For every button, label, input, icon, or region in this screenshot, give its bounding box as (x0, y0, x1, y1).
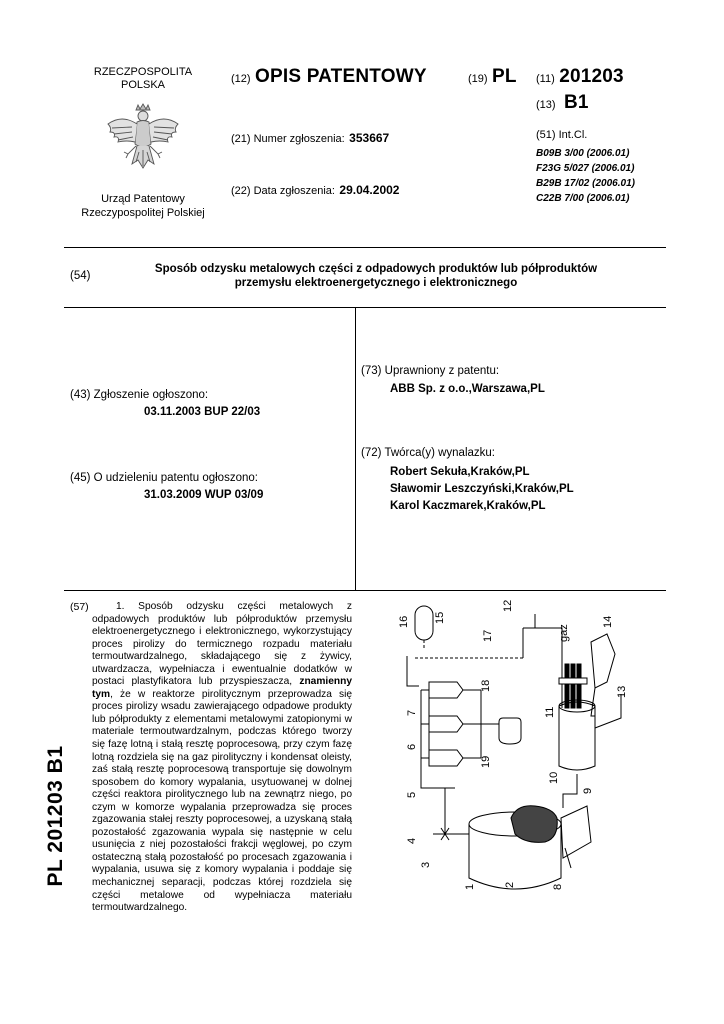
doc-type-code: (12) (231, 73, 251, 85)
inventors-label: (72) Twórca(y) wynalazku: (361, 447, 495, 459)
patent-office-name: Urząd Patentowy Rzeczypospolitej Polskiej (81, 193, 205, 219)
inventors-list (390, 464, 574, 515)
patent-kind (536, 92, 589, 114)
patent-number-value: 201203 (559, 66, 624, 87)
figure-label-12: 12 (502, 599, 514, 612)
figure-label-4: 4 (406, 837, 418, 844)
grant-label: (45) O udzieleniu patentu ogłoszono: (70, 472, 258, 484)
figure-label-6: 6 (406, 743, 418, 750)
ipc-class: C22B 7/00 (2006.01) (536, 193, 630, 204)
figure-label-18: 18 (480, 679, 492, 692)
patent-kind-code: (13) (536, 99, 556, 111)
grant-value: 31.03.2009 WUP 03/09 (144, 489, 264, 501)
patent-number-code: (11) (536, 73, 555, 85)
figure-label-16: 16 (398, 615, 410, 628)
country-name: RZECZPOSPOLITA POLSKA (93, 66, 193, 91)
invention-title: Sposób odzysku metalowych części z odpadowych produktów lub półproduktów przemysłu elektroenergetycznego i elektronicznego (154, 263, 598, 289)
patent-number (536, 66, 624, 88)
abstract-text (92, 601, 352, 915)
doc-type (231, 66, 427, 88)
patent-kind-value: B1 (564, 92, 589, 113)
publication-label: (43) Zgłoszenie ogłoszono: (70, 389, 209, 401)
ipc-class: F23G 5/027 (2006.01) (536, 163, 635, 174)
country-code-value: PL (492, 66, 517, 87)
eagle-emblem-icon (102, 102, 184, 182)
divider (64, 307, 666, 308)
gas-tank-15 (415, 606, 433, 640)
country-code (468, 66, 517, 88)
process-diagram (385, 598, 647, 910)
inventor: Sławomir Leszczyński,Kraków,PL (390, 483, 574, 495)
ipc-label: (51) Int.Cl. (536, 129, 588, 141)
abstract-emphasis: znamienny tym (92, 676, 352, 700)
application-number-label: (21) Numer zgłoszenia: (231, 133, 345, 145)
divider (64, 247, 666, 248)
figure-label-8: 8 (552, 883, 564, 890)
figure-label-11: 11 (544, 706, 556, 718)
figure-label-17: 17 (482, 629, 494, 642)
figure-label-3: 3 (420, 861, 432, 868)
inventor: Robert Sekuła,Kraków,PL (390, 466, 530, 478)
figure-label-9: 9 (582, 787, 594, 794)
figure-label-2: 2 (504, 881, 516, 888)
filing-date (231, 181, 399, 199)
figure-label-1: 1 (464, 883, 476, 890)
spine-text: PL 201203 B1 (44, 745, 67, 887)
filing-date-label: (22) Data zgłoszenia: (231, 185, 335, 197)
publication-value: 03.11.2003 BUP 22/03 (144, 406, 261, 418)
application-number (231, 129, 389, 147)
application-number-value: 353667 (349, 131, 390, 145)
proprietor-value: ABB Sp. z o.o.,Warszawa,PL (390, 383, 545, 395)
figure-label-5: 5 (406, 791, 418, 798)
gas-label: gaz (558, 624, 570, 642)
figure-labels (398, 600, 628, 890)
proprietor-label: (73) Uprawniony z patentu: (361, 365, 500, 377)
ipc-class: B09B 3/00 (2006.01) (536, 148, 630, 159)
filing-date-value: 29.04.2002 (339, 183, 400, 197)
figure-label-7: 7 (406, 709, 418, 716)
abstract-part: 1. Sposób odzysku części metalowych z odpadowych produktów lub półproduktów przemysłu elektroenergetycznego i elektronicznego, wykorzystujący proces pirolizy do termicznego rozpadu materiału termoutwardzalnego, składającego się z żywicy, utwardzacza, wypełniacza i ewentualnie dodatków w postaci plastyfikatora lub przyspieszacza, (92, 601, 352, 688)
spine-label (36, 743, 76, 889)
figure-label-13: 13 (616, 685, 628, 698)
country-code-label: (19) (468, 73, 488, 85)
ipc-list (536, 146, 635, 206)
column-divider (355, 307, 356, 590)
ipc-class: B29B 17/02 (2006.01) (536, 178, 635, 189)
abstract-code: (57) (70, 601, 89, 613)
figure-label-19: 19 (480, 755, 492, 768)
divider (64, 590, 666, 591)
inventor: Karol Kaczmarek,Kraków,PL (390, 500, 546, 512)
figure-label-15: 15 (434, 611, 446, 624)
figure-label-14: 14 (602, 615, 614, 628)
figure-label-10: 10 (548, 771, 560, 784)
doc-type-title: OPIS PATENTOWY (255, 66, 427, 87)
abstract-part: , że w reaktorze pirolitycznym przeprowadza się proces pirolizy wsadu zawierającego odpadowe produkty lub półprodukty z elementami metalowymi zatopionymi w materiale termoutwardzalnym, podczas którego tworzy się fazę lotną i stałą resztę poprocesową, przy czym fazę lotną rozdziela się na gaz pirolityczny i kondensat oleisty, zaś stałą resztę poprocesową transportuje się dowolnym sposobem do komory wypalania, usytuowanej w dolnej części reaktora pirolitycznego lub na zewnątrz niego, po czym w komorze wypalania przeprowadza się proces zgazowania stałej reszty poprocesowej, a uzyskaną stałą pozostałość zgazowania wypala się następnie w celu usunięcia z niej pozostałości frakcji węglowej, po czym ostateczną stałą pozostałość po procesach zgazowania i wypalania, usuwa się z komory wypalania i poddaje się mechanicznej separacji, podczas której rozdziela się części metalowe od wypełniacza materiału termoutwardzalnego. (92, 688, 352, 914)
title-code: (54) (70, 270, 91, 282)
